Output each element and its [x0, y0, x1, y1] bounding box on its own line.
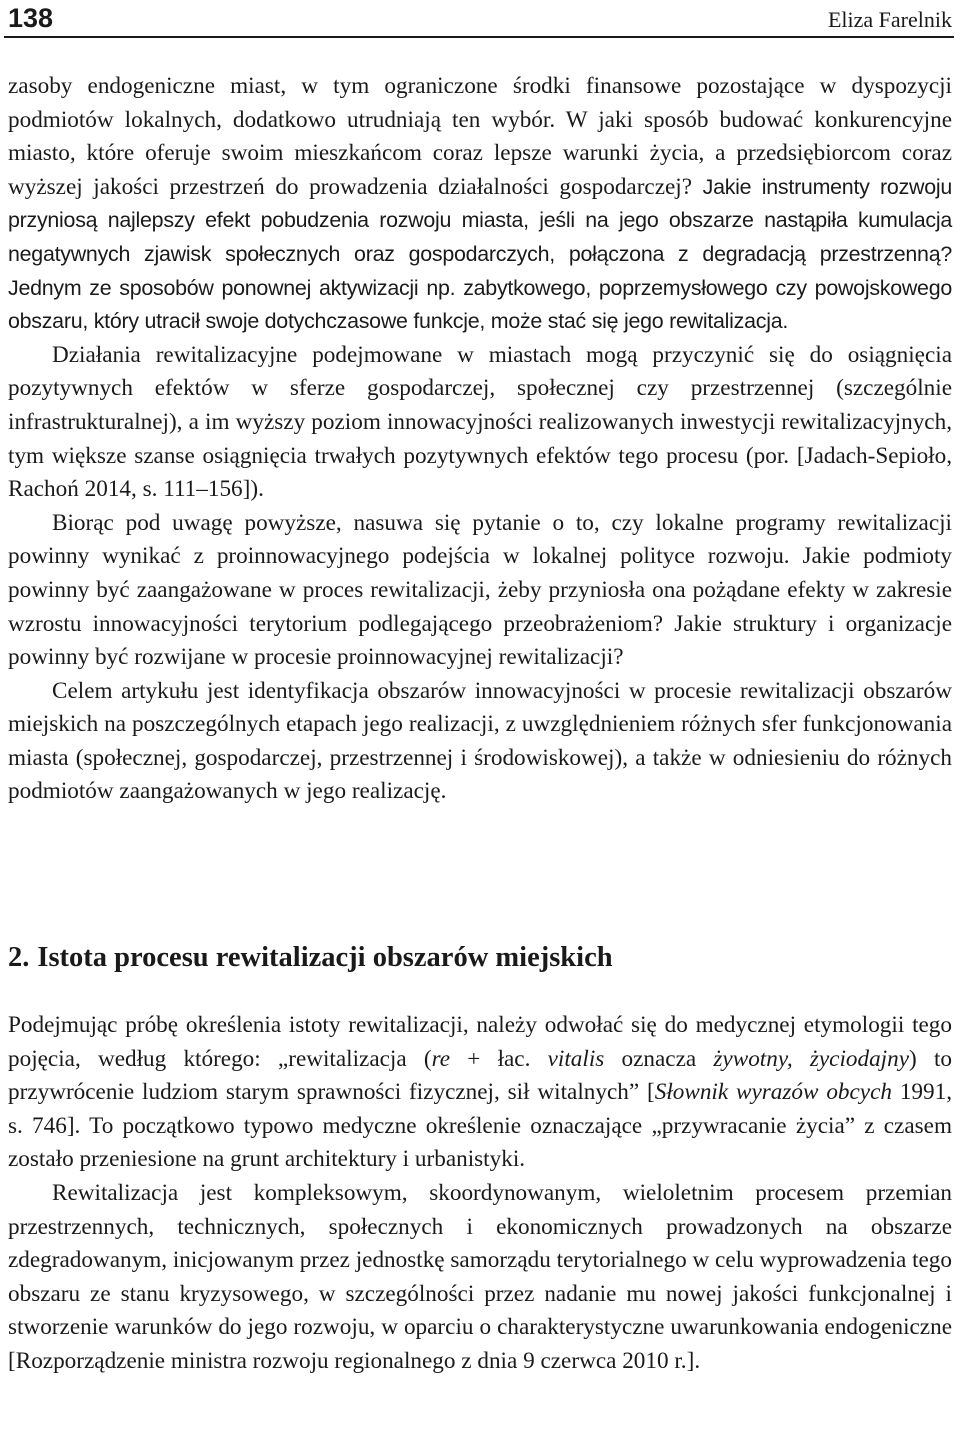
running-header	[4, 0, 954, 38]
paragraph	[8, 1009, 952, 1177]
text-run: 1991, s. 746]. To początkowo typowo medyczne określenie oznaczające „przywracanie życia” z czasem zostało przeniesione na grunt architektury i urbanistyki.	[8, 1079, 953, 1173]
paragraph	[8, 70, 952, 339]
page-number: 138	[8, 3, 54, 33]
paragraph: Działania rewitalizacyjne podejmowane w miastach mogą przyczynić się do osiągnięcia pozytywnych efektów w sferze gospodarczej, społecznej czy przestrzennej (szczególnie infrastrukturalnej), a im wyższy poziom innowacyjności realizowanych inwestycji rewitalizacyjnych, tym większe szanse osiągnięcia trwałych pozytywnych efektów tego procesu (por. [Jadach-Sepioło, Rachoń 2014, s. 111–156]).	[8, 341, 952, 503]
paragraph-text-sans: Jakie instrumenty rozwoju przyniosą najlepszy efekt pobudzenia rozwoju miasta, jeśli na jego obszarze nastąpiła kumulacja negatywnych zjawisk społecznych oraz gospodarczych, połączona z degradacją przestrzenną? Jednym ze sposobów ponownej aktywizacji np. zabytkowego, poprzemysłowego czy powojskowego obszaru, który utracił swoje dotychczasowe funkcje, może stać się jego rewitalizacja.	[8, 174, 953, 334]
italic-gloss: żywotny, życiodajny	[713, 1045, 910, 1072]
section-text-block	[8, 1009, 952, 1379]
paragraph: Biorąc pod uwagę powyższe, nasuwa się pytanie o to, czy lokalne programy rewitalizacji powinny wynikać z proinnowacyjnego podejścia w lokalnej polityce rozwoju. Jakie podmioty powinny być zaangażowane w proces rewitalizacji, żeby przyniosła ona pożądane efekty w zakresie wzrostu innowacyjności terytorium podlegającego przeobrażeniom? Jakie struktury i organizacje powinny być rozwijane w procesie proinnowacyjnej rewitalizacji?	[8, 509, 952, 671]
section-heading	[8, 938, 613, 978]
italic-source-title: Słownik wyrazów obcych	[654, 1079, 892, 1106]
section-number: 2.	[8, 942, 30, 973]
text-run: + łac.	[450, 1045, 548, 1072]
italic-term: re	[431, 1045, 451, 1072]
intro-text-block	[8, 70, 952, 809]
paragraph: Celem artykułu jest identyfikacja obszarów innowacyjności w procesie rewitalizacji obszarów miejskich na poszczególnych etapach jego realizacji, z uwzględnieniem różnych sfer funkcjonowania miasta (społecznej, gospodarczej, przestrzennej i środowiskowej), a także w odniesieniu do różnych podmiotów zaangażowanych w jego realizację.	[8, 677, 952, 805]
paragraph-text-serif: zasoby endogeniczne miast, w tym ograniczone środki finansowe pozostające w dyspozycji podmiotów lokalnych, dodatkowo utrudniają ten wybór. W jaki sposób budować konkurencyjne miasto, które oferuje swoim mieszkańcom coraz lepsze warunki życia, a przedsiębiorcom coraz wyższej jakości przestrzeń do prowadzenia działalności gospodarczej?	[8, 73, 952, 200]
text-run: ) to przywrócenie ludziom starym sprawności fizycznej, sił witalnych” [	[8, 1045, 952, 1106]
text-run: oznacza	[604, 1045, 714, 1072]
paragraph: Rewitalizacja jest kompleksowym, skoordynowanym, wieloletnim procesem przemian przestrzennych, technicznych, społecznych i ekonomicznych prowadzonych na obszarze zdegradowanym, inicjowanym przez jednostkę samorządu terytorialnego w celu wyprowadzenia tego obszaru ze stanu kryzysowego, w szczególności przez nadanie mu nowej jakości funkcjonalnej i stworzenie warunków do jego rozwoju, w oparciu o charakterystyczne uwarunkowania endogeniczne [Rozporządzenie ministra rozwoju regionalnego z dnia 9 czerwca 2010 r.].	[8, 1179, 952, 1374]
italic-term: vitalis	[547, 1045, 605, 1072]
header-author: Eliza Farelnik	[827, 7, 952, 32]
text-run: Podejmując próbę określenia istoty rewitalizacji, należy odwołać się do medycznej etymologii tego pojęcia, według którego: „rewitalizacja (	[8, 1012, 952, 1072]
section-title: Istota procesu rewitalizacji obszarów miejskich	[37, 942, 613, 973]
